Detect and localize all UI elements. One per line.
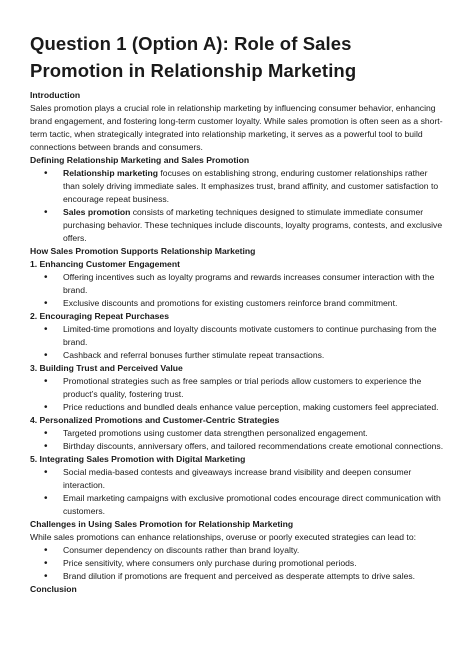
- conclusion-heading: Conclusion: [30, 584, 77, 594]
- term-label: Relationship marketing: [63, 168, 159, 178]
- term-description: focuses on establishing strong, enduring customer relationships rather than solely driving immediate sales. It emphasizes trust, brand affinity, and customer satisfaction to encourage repeat business.: [63, 168, 439, 204]
- list-item: • Promotional strategies such as free samples or trial periods allow customers to experience the product’s quality, fostering trust.: [57, 375, 444, 401]
- defining-list: [30, 167, 444, 245]
- list-item: • Consumer dependency on discounts rather than brand loyalty.: [57, 544, 444, 557]
- section-heading: 3. Building Trust and Perceived Value: [30, 363, 183, 373]
- intro-heading: Introduction: [30, 90, 81, 100]
- section-list: [30, 466, 444, 518]
- list-item: • Social media-based contests and giveaways increase brand visibility and deepen consumer interaction.: [57, 466, 444, 492]
- challenges-heading: Challenges in Using Sales Promotion for Relationship Marketing: [30, 519, 294, 529]
- section-heading: 4. Personalized Promotions and Customer-Centric Strategies: [30, 415, 280, 425]
- document-title: Question 1 (Option A): Role of Sales Promotion in Relationship Marketing: [30, 33, 357, 81]
- list-item: • Birthday discounts, anniversary offers, and tailored recommendations create emotional connections.: [57, 440, 444, 453]
- section-heading: 5. Integrating Sales Promotion with Digital Marketing: [30, 454, 246, 464]
- term-description: consists of marketing techniques designed to stimulate immediate consumer purchasing behavior. These techniques include discounts, loyalty programs, contests, and exclusive offers.: [63, 207, 443, 243]
- list-item: • Offering incentives such as loyalty programs and rewards increases consumer interaction with the brand.: [57, 271, 444, 297]
- challenges-intro: While sales promotions can enhance relationships, overuse or poorly executed strategies can lead to:: [30, 532, 416, 542]
- section-heading: 2. Encouraging Repeat Purchases: [30, 311, 169, 321]
- list-item: • Brand dilution if promotions are frequent and perceived as desperate attempts to drive sales.: [57, 570, 444, 583]
- intro-paragraph: Sales promotion plays a crucial role in relationship marketing by influencing consumer behavior, enhancing brand engagement, and fostering long-term customer loyalty. While sales promotion is often seen as a short-term tactic, when strategically integrated into relationship marketing, it serves as a powerful tool to build connections between brands and consumers.: [30, 103, 443, 152]
- challenges-list: [30, 544, 444, 583]
- defining-heading: Defining Relationship Marketing and Sales Promotion: [30, 155, 250, 165]
- how-heading: How Sales Promotion Supports Relationship Marketing: [30, 246, 256, 256]
- section-list: [30, 375, 444, 414]
- list-item: • Limited-time promotions and loyalty discounts motivate customers to continue purchasing from the brand.: [57, 323, 444, 349]
- section-heading: 1. Enhancing Customer Engagement: [30, 259, 180, 269]
- list-item: • Cashback and referral bonuses further stimulate repeat transactions.: [57, 349, 444, 362]
- list-item: • Price reductions and bundled deals enhance value perception, making customers feel appreciated.: [57, 401, 444, 414]
- term-label: Sales promotion: [63, 207, 131, 217]
- section-list: [30, 323, 444, 362]
- section-list: [30, 271, 444, 310]
- list-item: • Email marketing campaigns with exclusive promotional codes encourage direct communication with customers.: [57, 492, 444, 518]
- list-item: [57, 206, 444, 245]
- list-item: • Exclusive discounts and promotions for existing customers reinforce brand commitment.: [57, 297, 444, 310]
- list-item: • Price sensitivity, where consumers only purchase during promotional periods.: [57, 557, 444, 570]
- section-list: [30, 427, 444, 453]
- list-item: [57, 167, 444, 206]
- list-item: • Targeted promotions using customer data strengthen personalized engagement.: [57, 427, 444, 440]
